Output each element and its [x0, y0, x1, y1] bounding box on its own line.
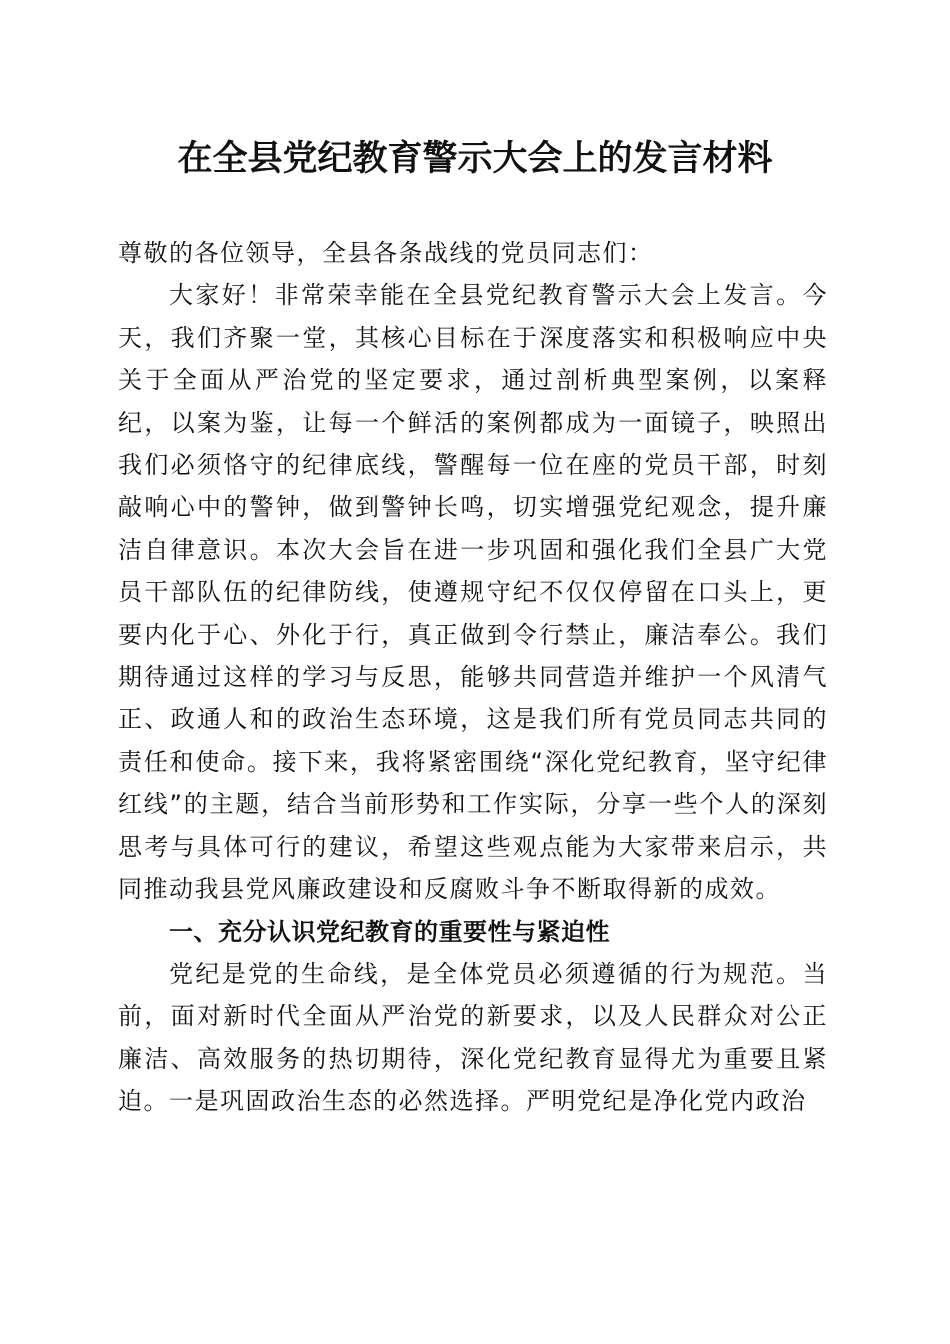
document-title: 在全县党纪教育警示大会上的发言材料 — [177, 138, 773, 179]
document-body — [118, 232, 828, 1123]
paragraph-section-1: 党纪是党的生命线，是全体党员必须遵循的行为规范。当前，面对新时代全面从严治党的新要求，以及人民群众对公正廉洁、高效服务的热切期待，深化党纪教育显得尤为重要且紧迫。一是巩固政治生态的必然选择。严明党纪是净化党内政治 — [118, 959, 828, 1116]
paragraph-opening: 大家好！非常荣幸能在全县党纪教育警示大会上发言。今天，我们齐聚一堂，其核心目标在于深度落实和积极响应中央关于全面从严治党的坚定要求，通过剖析典型案例，以案释纪，以案为鉴，让每一个鲜活的案例都成为一面镜子，映照出我们必须恪守的纪律底线，警醒每一位在座的党员干部，时刻敲响心中的警钟，做到警钟长鸣，切实增强党纪观念，提升廉洁自律意识。本次大会旨在进一步巩固和强化我们全县广大党员干部队伍的纪律防线，使遵规守纪不仅仅停留在口头上，更要内化于心、外化于行，真正做到令行禁止，廉洁奉公。我们期待通过这样的学习与反思，能够共同营造并维护一个风清气正、政通人和的政治生态环境，这是我们所有党员同志共同的责任和使命。接下来，我将紧密围绕“深化党纪教育，坚守纪律红线”的主题，结合当前形势和工作实际，分享一些个人的深刻思考与具体可行的建议，希望这些观点能为大家带来启示，共同推动我县党风廉政建设和反腐败斗争不断取得新的成效。 — [118, 281, 828, 904]
salutation: 尊敬的各位领导，全县各条战线的党员同志们： — [118, 239, 654, 267]
section-heading-1: 一、充分认识党纪教育的重要性与紧迫性 — [169, 917, 610, 946]
